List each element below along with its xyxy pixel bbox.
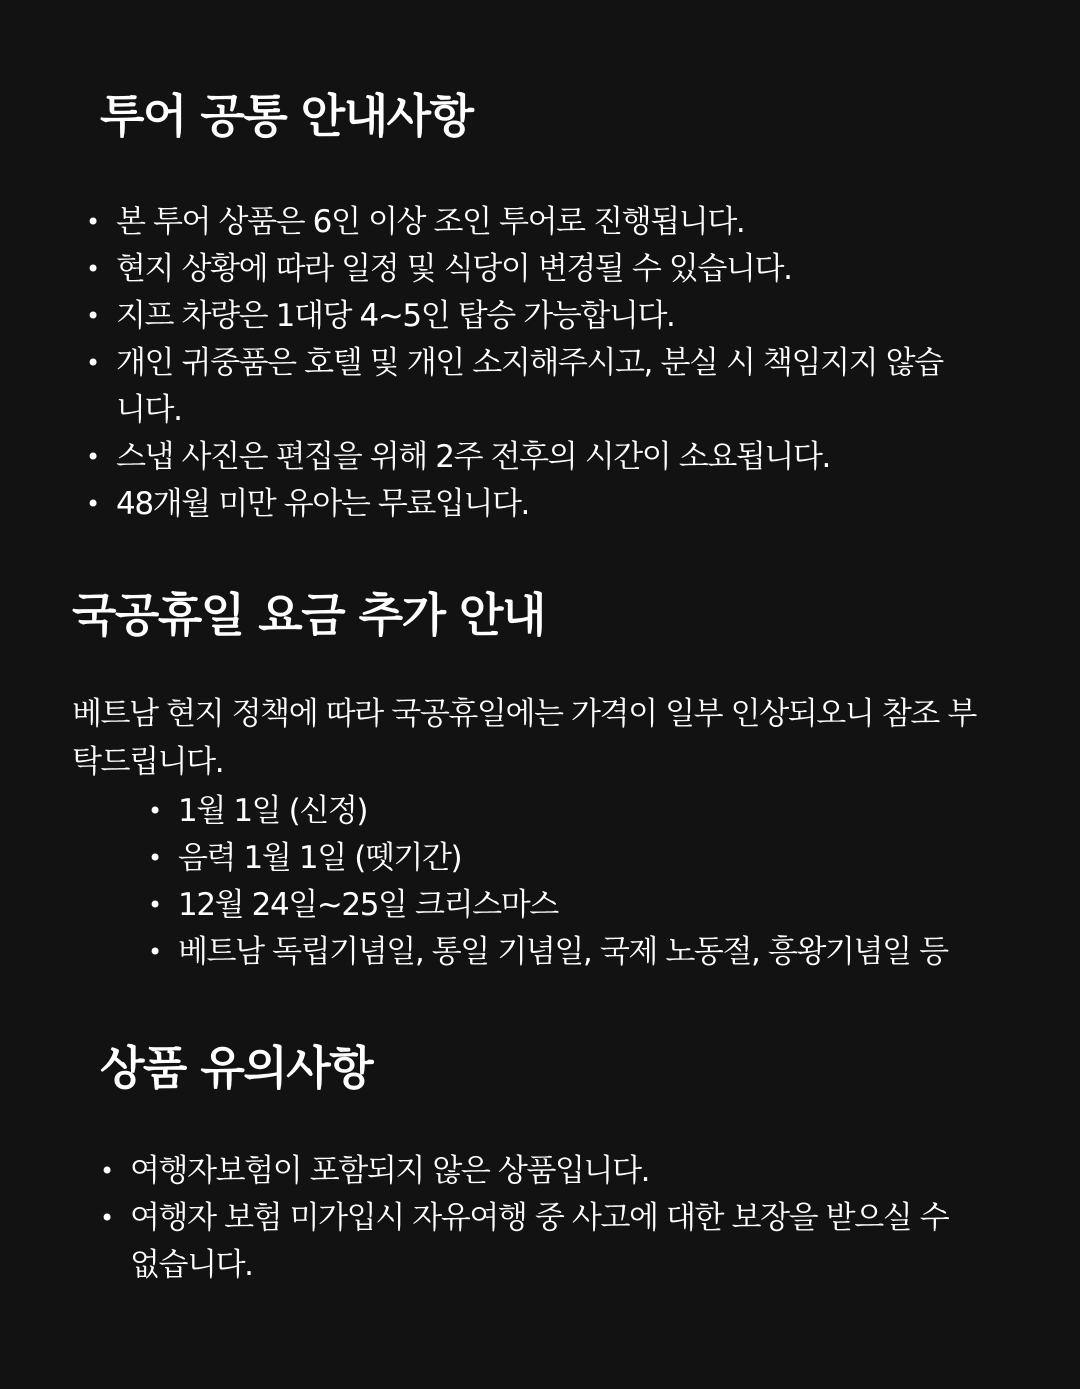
list-item: • 개인 귀중품은 호텔 및 개인 소지해주시고, 분실 시 책임지지 않습니다. <box>86 340 966 434</box>
list-item: • 12월 24일~25일 크리스마스 <box>148 882 1048 929</box>
list-item: • 48개월 미만 유아는 무료입니다. <box>86 481 966 528</box>
list-item: • 현지 상황에 따라 일정 및 식당이 변경될 수 있습니다. <box>86 246 966 293</box>
list-item: • 여행자보험이 포함되지 않은 상품입니다. <box>100 1148 970 1195</box>
tour-common-title: 투어 공통 안내사항 <box>100 89 473 143</box>
list-item: • 스냅 사진은 편집을 위해 2주 전후의 시간이 소요됩니다. <box>86 434 966 481</box>
product-notes-title: 상품 유의사항 <box>100 1041 373 1095</box>
list-item: • 베트남 독립기념일, 통일 기념일, 국제 노동절, 흥왕기념일 등 <box>148 929 1048 976</box>
product-notes-list <box>100 1148 970 1289</box>
tour-common-list <box>86 199 966 528</box>
list-item: • 본 투어 상품은 6인 이상 조인 투어로 진행됩니다. <box>86 199 966 246</box>
holiday-surcharge-title: 국공휴일 요금 추가 안내 <box>72 588 545 642</box>
list-item: • 음력 1월 1일 (뗏기간) <box>148 835 1048 882</box>
holiday-surcharge-description: 베트남 현지 정책에 따라 국공휴일에는 가격이 일부 인상되오니 참조 부탁드립니다. <box>72 696 976 780</box>
list-item: • 1월 1일 (신정) <box>148 788 1048 835</box>
list-item: • 여행자 보험 미가입시 자유여행 중 사고에 대한 보장을 받으실 수 없습니다. <box>100 1195 970 1289</box>
list-item: • 지프 차량은 1대당 4~5인 탑승 가능합니다. <box>86 293 966 340</box>
holiday-list <box>148 788 1048 976</box>
